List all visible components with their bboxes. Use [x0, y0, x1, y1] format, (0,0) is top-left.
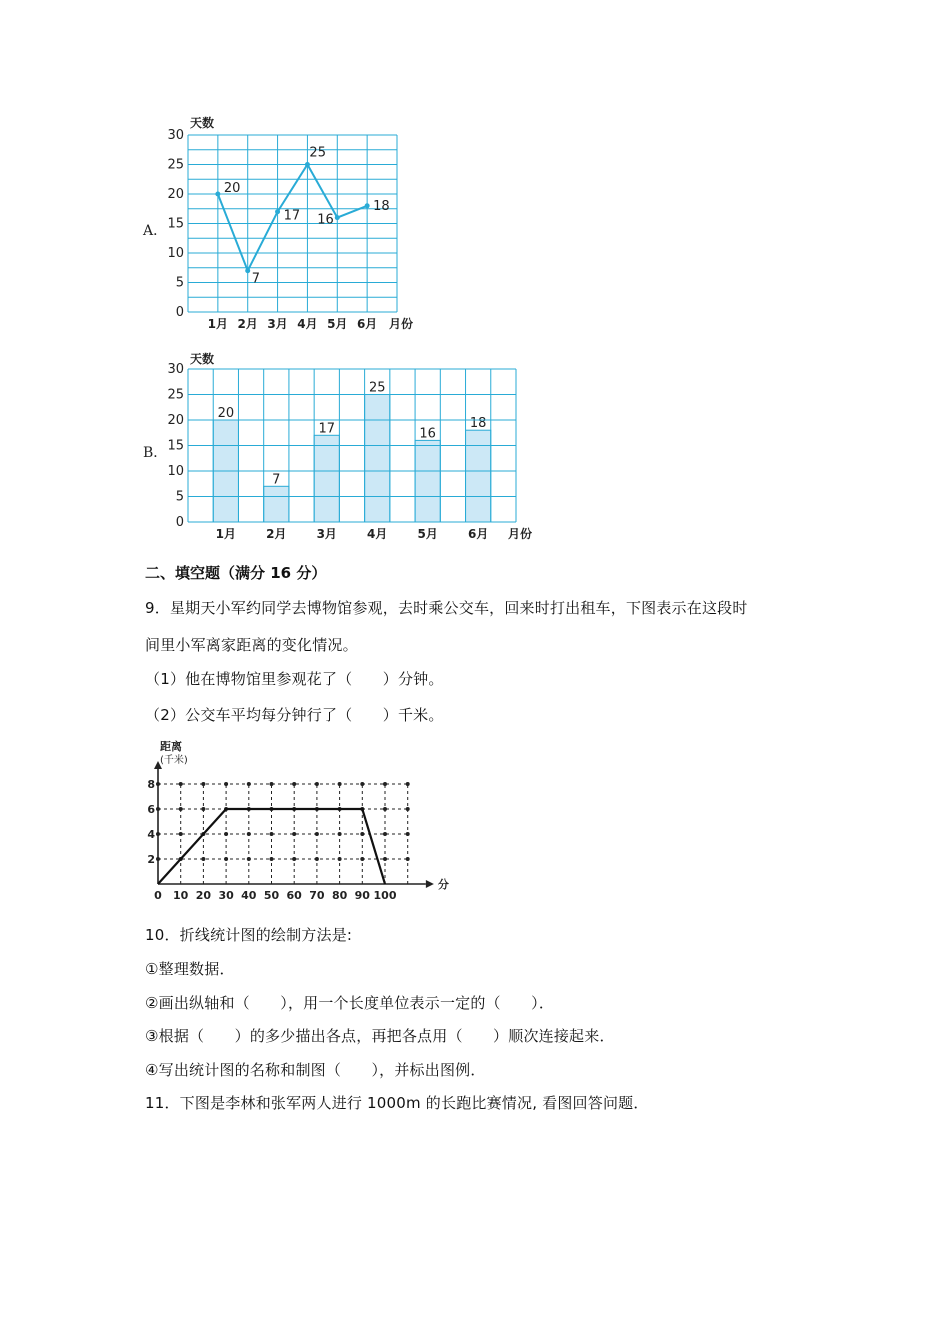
grid-dot [383, 857, 387, 861]
y-tick-label: 8 [147, 778, 155, 791]
x-axis-title: 月份 [507, 527, 533, 541]
y-tick-label: 10 [167, 246, 184, 261]
grid-dot [360, 857, 364, 861]
data-label: 16 [317, 212, 334, 228]
y-tick-label: 25 [167, 387, 184, 403]
grid-dot [406, 782, 410, 786]
data-label: 18 [373, 198, 390, 214]
grid-dot [360, 782, 364, 786]
grid-dot [179, 807, 183, 811]
x-axis-title: 分 [437, 878, 449, 891]
data-label: 7 [251, 271, 260, 287]
x-axis-arrow [426, 880, 434, 888]
grid-dot [270, 782, 274, 786]
option-a-label: A． [143, 223, 168, 239]
y-tick-label: 15 [167, 438, 184, 454]
data-point [335, 215, 340, 220]
grid-dot [406, 857, 410, 861]
x-tick-label: 50 [263, 889, 280, 902]
x-tick-label: 90 [354, 889, 370, 902]
x-tick-label: 6月 [356, 317, 378, 331]
y-axis-title: 天数 [190, 352, 215, 366]
grid-dot [292, 832, 296, 836]
grid-dot [201, 807, 205, 811]
y-tick-label: 30 [167, 128, 184, 143]
y-tick-label: 5 [175, 275, 184, 291]
q9-line2: 间里小军离家距离的变化情况。 [145, 636, 358, 654]
grid-dot [179, 782, 183, 786]
bar-value-label: 25 [368, 380, 386, 396]
y-tick-label: 0 [175, 305, 184, 320]
x-tick-label: 60 [286, 889, 302, 902]
data-label: 20 [223, 181, 241, 196]
grid-dot [179, 832, 183, 836]
data-point [245, 268, 250, 273]
q9-sub2: （2）公交车平均每分钟行了（ ）千米。 [145, 706, 444, 724]
y-tick-label: 0 [175, 515, 184, 530]
x-tick-label: 0 [154, 889, 162, 902]
q10-step4: ④写出统计图的名称和制图（ ），并标出图例． [145, 1061, 486, 1079]
q9-line1: 9．星期天小军约同学去博物馆参观，去时乘公交车，回来时打出租车，下图表示在这段时 [145, 599, 748, 617]
grid-dot [315, 782, 319, 786]
x-axis-title: 月份 [388, 317, 414, 331]
grid-dot [247, 832, 251, 836]
x-tick-label: 1月 [207, 317, 229, 331]
data-label: 25 [309, 145, 326, 161]
grid-dot [247, 857, 251, 861]
grid-dot [270, 832, 274, 836]
grid-dot [247, 782, 251, 786]
x-tick-label: 100 [373, 889, 397, 902]
q10-step1: ①整理数据． [145, 960, 235, 978]
y-axis-unit: (千米) [160, 755, 188, 766]
data-point [305, 162, 310, 167]
grid-dot [224, 782, 228, 786]
bar-value-label: 20 [217, 406, 235, 421]
x-tick-label: 20 [195, 889, 212, 902]
chart-distance [140, 736, 450, 906]
bar [415, 440, 440, 522]
data-point [275, 209, 280, 214]
grid-dot [406, 807, 410, 811]
chart-b [160, 344, 540, 544]
x-tick-label: 6月 [467, 527, 489, 541]
x-tick-label: 2月 [237, 317, 258, 331]
section-title: 二、填空题（满分 16 分） [145, 564, 327, 582]
grid-dot [292, 782, 296, 786]
y-tick-label: 20 [167, 187, 184, 202]
y-tick-label: 6 [147, 803, 155, 816]
x-tick-label: 5月 [327, 317, 348, 331]
bar-value-label: 7 [272, 472, 281, 488]
bar-value-label: 18 [469, 416, 487, 432]
q10-stem: 10．折线统计图的绘制方法是: [145, 926, 353, 944]
grid-dot [383, 782, 387, 786]
chart-a [160, 108, 430, 336]
x-tick-label: 30 [218, 889, 234, 902]
bar-value-label: 16 [419, 426, 436, 442]
grid-dot [383, 832, 387, 836]
y-tick-label: 20 [167, 413, 184, 428]
x-tick-label: 80 [331, 889, 348, 902]
grid-dot [315, 857, 319, 861]
y-axis-title: 距离 [160, 740, 182, 753]
bar [314, 435, 339, 522]
y-tick-label: 30 [167, 362, 184, 377]
grid-dot [224, 832, 228, 836]
q11-stem: 11．下图是李林和张军两人进行 1000m 的长跑比赛情况, 看图回答问题． [145, 1094, 649, 1112]
y-tick-label: 10 [167, 464, 184, 479]
x-tick-label: 5月 [417, 527, 438, 541]
data-point [215, 192, 220, 197]
grid-dot [338, 782, 342, 786]
x-tick-label: 4月 [367, 527, 388, 541]
grid-dot [338, 832, 342, 836]
x-tick-label: 3月 [267, 317, 288, 331]
y-tick-label: 5 [175, 489, 184, 505]
grid-dot [383, 807, 387, 811]
grid-dot [201, 782, 205, 786]
x-tick-label: 40 [241, 889, 257, 902]
q10-step2: ②画出纵轴和（ ），用一个长度单位表示一定的（ ）． [145, 994, 555, 1012]
data-point [365, 203, 370, 208]
x-tick-label: 3月 [316, 527, 337, 541]
bar [365, 395, 390, 523]
grid-dot [224, 857, 228, 861]
q9-sub1: （1）他在博物馆里参观花了（ ）分钟。 [145, 670, 444, 688]
bar-value-label: 17 [318, 421, 336, 437]
x-tick-label: 1月 [215, 527, 237, 541]
grid-dot [406, 832, 410, 836]
grid-dot [315, 832, 319, 836]
x-tick-label: 2月 [266, 527, 287, 541]
y-tick-label: 25 [167, 157, 184, 173]
y-axis-title: 天数 [190, 116, 215, 130]
y-tick-label: 2 [147, 853, 155, 866]
x-tick-label: 4月 [297, 317, 318, 331]
x-tick-label: 10 [173, 889, 189, 902]
y-tick-label: 15 [167, 216, 184, 232]
grid-dot [360, 832, 364, 836]
grid-dot [201, 857, 205, 861]
data-label: 17 [283, 208, 301, 224]
q10-step3: ③根据（ ）的多少描出各点，再把各点用（ ）顺次连接起来． [145, 1027, 615, 1045]
y-tick-label: 4 [147, 828, 155, 841]
grid-dot [270, 857, 274, 861]
grid-dot [338, 857, 342, 861]
x-tick-label: 70 [309, 889, 325, 902]
option-b-label: B． [143, 445, 168, 461]
grid-dot [292, 857, 296, 861]
bar [466, 430, 491, 522]
bar [264, 486, 289, 522]
